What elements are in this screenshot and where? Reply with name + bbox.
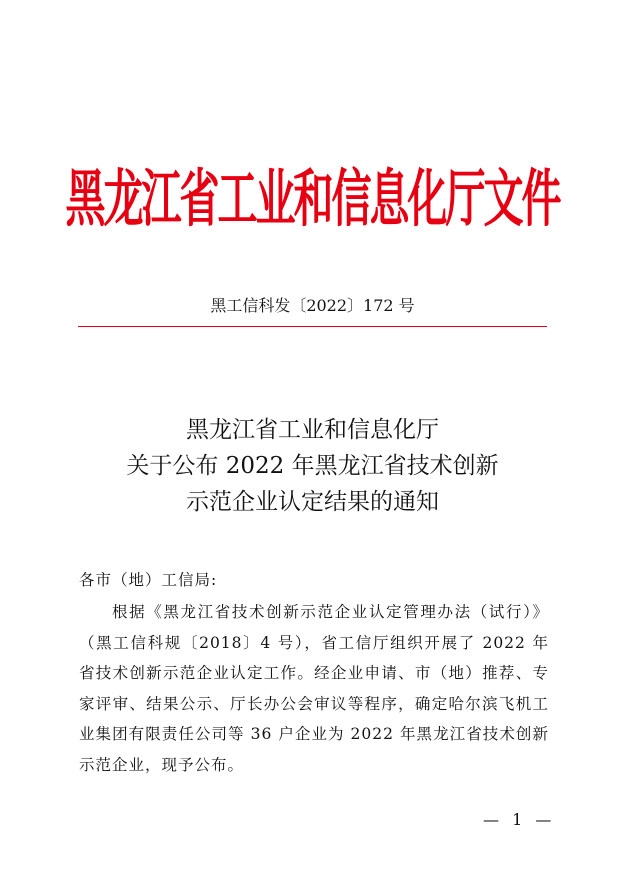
notice-title-line: 关于公布 2022 年黑龙江省技术创新 [126, 453, 499, 479]
page-number: — 1 — [483, 810, 556, 829]
notice-title-line: 黑龙江省工业和信息化厅 [186, 417, 439, 443]
notice-title-line: 示范企业认定结果的通知 [186, 489, 439, 515]
document-number: 黑工信科发〔2022〕172 号 [210, 296, 415, 315]
body-paragraph: 根据《黑龙江省技术创新示范企业认定管理办法（试行）》（黑工信科规〔2018〕4 号），省工信厅组织开展了 2022 年省技术创新示范企业认定工作。经企业申请、市（地）推荐、专家评审、结果公示、厅长办公会审议等程序，确定哈尔滨飞机工业集团有限责任公司等 36 户企业为 2022 年黑龙江省技术创新示范企业，现予公布。 [79, 603, 549, 774]
document-header-title: 黑龙江省工业和信息化厅文件 [65, 163, 560, 236]
salutation: 各市（地）工信局: [79, 571, 218, 589]
red-divider-line [78, 326, 547, 327]
notice-title [0, 412, 625, 520]
